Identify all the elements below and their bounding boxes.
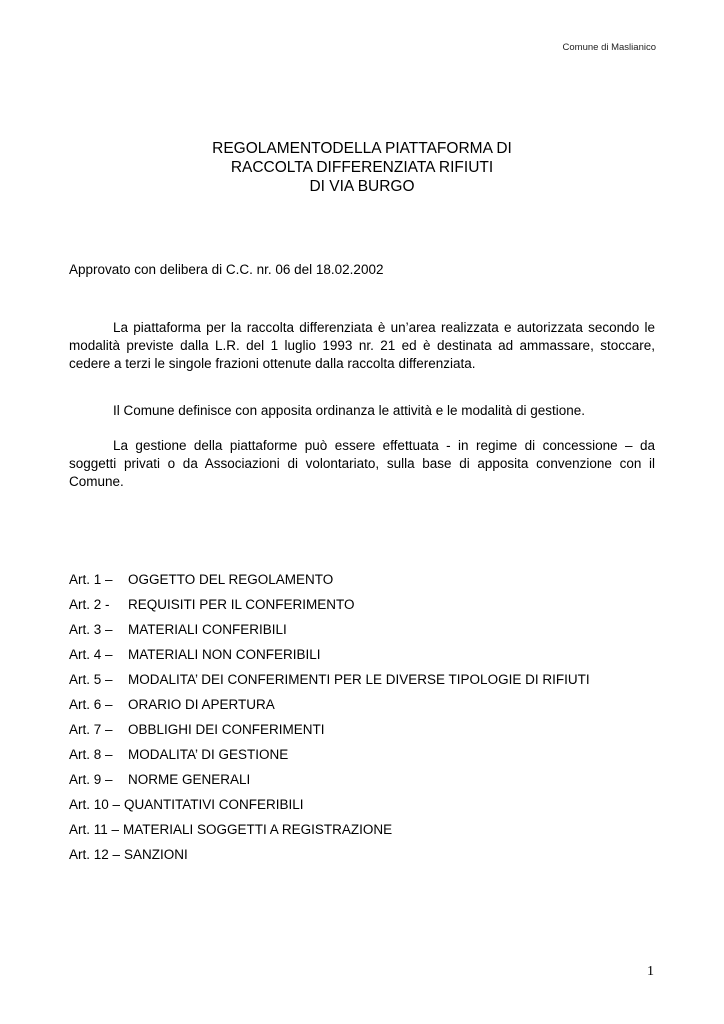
article-number: Art. 11 – [69,822,120,837]
article-number: Art. 2 - [69,597,110,612]
approval-statement: Approvato con delibera di C.C. nr. 06 del 18.02.2002 [69,262,384,277]
paragraph-management: La gestione della piattaforme può essere effettuata - in regime di concessione – da soggetti privati o da Associazioni di volontariato, sulla base di apposita convenzione con il Comune. [69,438,655,489]
article-title: NORME GENERALI [128,772,251,787]
page-header-municipality: Comune di Maslianico [562,42,656,53]
document-title [0,139,724,196]
article-number: Art. 7 – [69,722,113,737]
article-number: Art. 6 – [69,697,113,712]
article-title: MATERIALI NON CONFERIBILI [128,647,321,662]
paragraph-platform-description: La piattaforma per la raccolta differenziata è un’area realizzata e autorizzata secondo le modalità previste dalla L.R. del 1 luglio 1993 nr. 21 ed è destinata ad ammassare, stoccare, cedere a terzi le singole frazioni ottenute dalla raccolta differenziata. [69,320,655,371]
article-item [69,695,590,720]
paragraph-municipality-ordinance: Il Comune definisce con apposita ordinanza le attività e le modalità di gestione. [113,403,586,418]
title-line-1: REGOLAMENTODELLA PIATTAFORMA DI [212,140,512,157]
article-title: OGGETTO DEL REGOLAMENTO [128,572,334,587]
article-number: Art. 12 – [69,847,121,862]
article-title: REQUISITI PER IL CONFERIMENTO [128,597,355,612]
article-title: MODALITA’ DEI CONFERIMENTI PER LE DIVERSE TIPOLOGIE DI RIFIUTI [128,672,590,687]
article-title: SANZIONI [124,847,188,862]
article-title: MATERIALI SOGGETTI A REGISTRAZIONE [123,822,393,837]
page-number: 1 [647,964,654,979]
article-item [69,645,590,670]
article-number: Art. 4 – [69,647,113,662]
article-item [69,845,590,870]
article-title: MATERIALI CONFERIBILI [128,622,287,637]
article-item [69,795,590,820]
article-title: QUANTITATIVI CONFERIBILI [124,797,304,812]
article-item [69,595,590,620]
article-number: Art. 10 – [69,797,121,812]
article-item [69,720,590,745]
article-title: OBBLIGHI DEI CONFERIMENTI [128,722,325,737]
article-item [69,745,590,770]
article-number: Art. 5 – [69,672,113,687]
article-item [69,820,590,845]
title-line-3: DI VIA BURGO [309,178,415,195]
title-line-2: RACCOLTA DIFFERENZIATA RIFIUTI [230,159,494,176]
article-title: MODALITA’ DI GESTIONE [128,747,289,762]
article-item [69,770,590,795]
article-item [69,620,590,645]
article-number: Art. 3 – [69,622,113,637]
article-number: Art. 8 – [69,747,113,762]
article-item [69,670,590,695]
article-number: Art. 1 – [69,572,113,587]
article-number: Art. 9 – [69,772,113,787]
article-item [69,570,590,595]
articles-index [69,570,590,870]
article-title: ORARIO DI APERTURA [128,697,275,712]
